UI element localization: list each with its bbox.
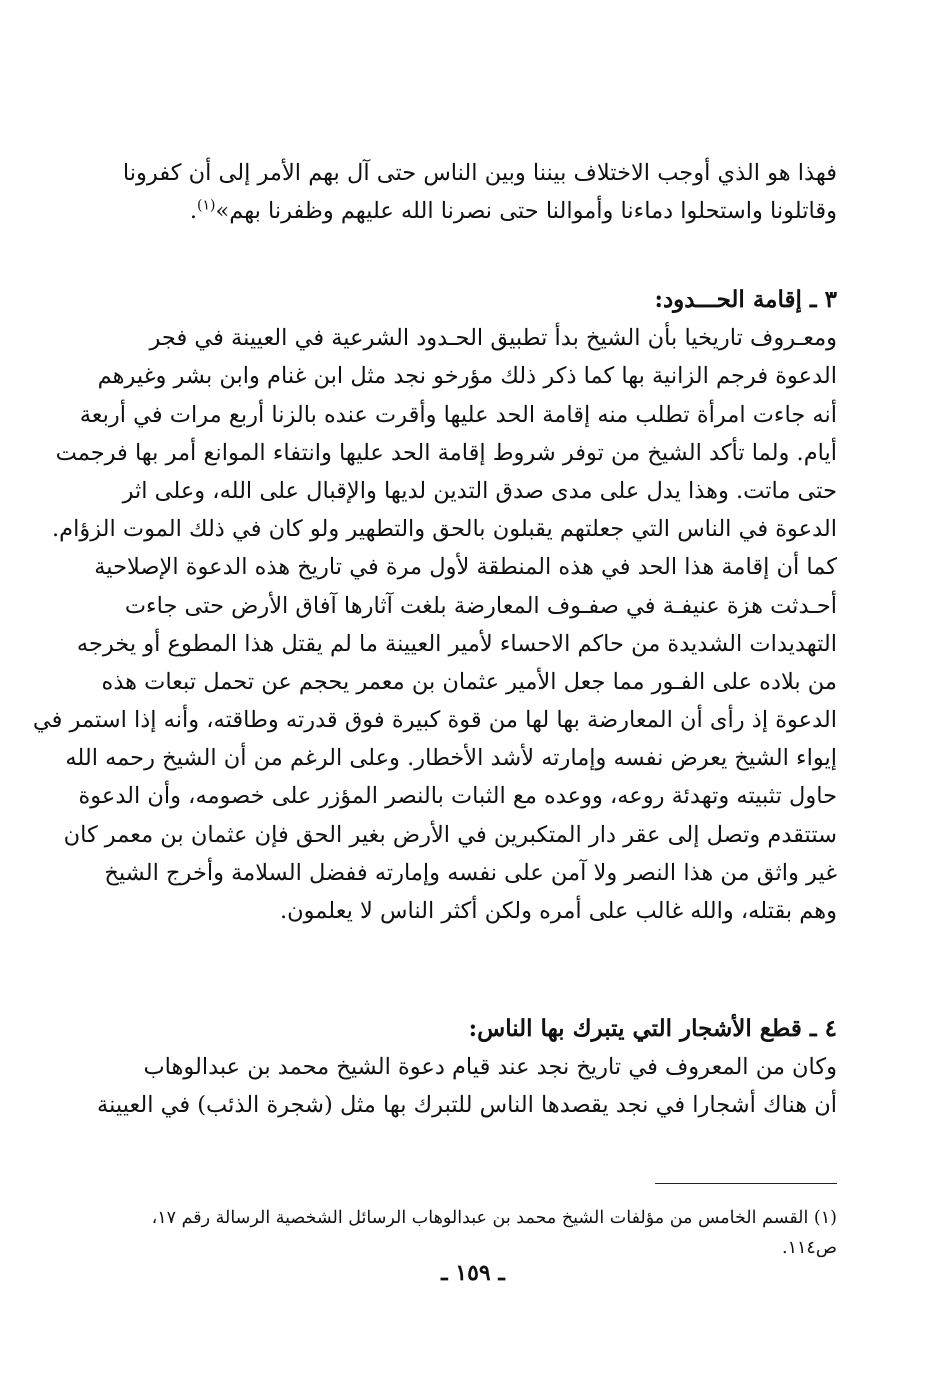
footnote-divider (655, 1183, 837, 1184)
text-line: فهذا هو الذي أوجب الاختلاف بيننا وبين الناس حتى آل بهم الأمر إلى أن كفرونا (122, 160, 837, 186)
text-line: من بلاده على الفـور مما جعل الأمير عثمان بن معمر يحجم عن تحمل تبعات هذه (101, 668, 837, 695)
text-line: الدعوة فرجم الزانية بها كما ذكر ذلك مؤرخو نجد مثل ابن غنام وابن بشر وغيرهم (97, 363, 837, 390)
text-line: ستتقدم وتصل إلى عقر دار المتكبرين في الأرض بغير الحق فإن عثمان بن معمر كان (63, 821, 837, 848)
text-line: كما أن إقامة هذا الحد في هذه المنطقة لأول مرة في تاريخ هذه الدعوة الإصلاحية (94, 554, 837, 581)
text-line: وكان من المعروف في تاريخ نجد عند قيام دعوة الشيخ محمد بن عبدالوهاب (143, 1054, 837, 1081)
text-line: وهم بقتله، والله غالب على أمره ولكن أكثر الناس لا يعلمون. (280, 898, 837, 924)
text-line: أحـدثت هزة عنيفـة في صفـوف المعارضة بلغت آثارها آفاق الأرض حتى جاءت (124, 592, 837, 619)
text-line: حاول تثبيته وتهدئة روعه، ووعده مع الثبات بالنصر المؤزر على خصومه، وأن الدعوة (78, 783, 837, 810)
text-line: حتى ماتت. وهذا يدل على مدى صدق التدين لديها والإقبال على الله، وعلى اثر (122, 477, 837, 504)
text-line: ومعـروف تاريخيا بأن الشيخ بدأ تطبيق الحـدود الشرعية في العيينة في فجر (149, 325, 837, 352)
text-line: الدعوة إذ رأى أن المعارضة بها لها من قوة كبيرة فوق قدرته وطاقته، وأنه إذا استمر في (32, 707, 837, 734)
section-3-heading: ٣ ـ إقامة الحـــدود: (654, 286, 837, 313)
footnote-line: ص١١٤. (782, 1238, 837, 1258)
text-line: غير واثق من هذا النصر ولا آمن على نفسه وإمارته ففضل السلامة وأخرج الشيخ (104, 859, 837, 886)
text-line: أن هناك أشجارا في نجد يقصدها الناس للتبرك بها مثل (شجرة الذئب) في العيينة (97, 1092, 837, 1119)
quote-end-text: وقاتلونا واستحلوا دماءنا وأموالنا حتى نصرنا الله عليهم وظفرنا بهم» (215, 198, 837, 225)
text-line: أنه جاءت امرأة تطلب منه إقامة الحد عليها وأقرت عنده بالزنا أربع مرات في أربعة (79, 401, 837, 428)
intro-paragraph (122, 154, 837, 230)
text-line: أيام. ولما تأكد الشيخ من توفر شروط إقامة الحد عليها وانتفاء الموانع أمر بها فرجمت (55, 439, 837, 466)
section-3 (32, 281, 837, 930)
text-line (125, 192, 837, 230)
page-number: ـ ١٥٩ ـ (441, 1260, 505, 1286)
footnote-line: (١) القسم الخامس من مؤلفات الشيخ محمد بن عبدالوهاب الرسائل الشخصية الرسالة رقم ١٧، (151, 1208, 837, 1228)
section-4-heading: ٤ ـ قطع الأشجار التي يتبرك بها الناس: (468, 1015, 837, 1042)
text-line: إيواء الشيخ يعرض نفسه وإمارته لأشد الأخطار. وعلى الرغم من أن الشيخ رحمه الله (65, 745, 837, 772)
text-line: الدعوة في الناس التي جعلتهم يقبلون بالحق والتطهير ولو كان في ذلك الموت الزؤام. (52, 516, 837, 543)
sentence-end: . (189, 198, 197, 225)
footnote-reference: (١) (197, 197, 216, 214)
text-line: التهديدات الشديدة من حاكم الاحساء لأمير العيينة ما لم يقتل هذا المطوع أو يخرجه (76, 630, 837, 657)
section-4 (97, 1010, 837, 1125)
footnote (125, 1203, 837, 1263)
